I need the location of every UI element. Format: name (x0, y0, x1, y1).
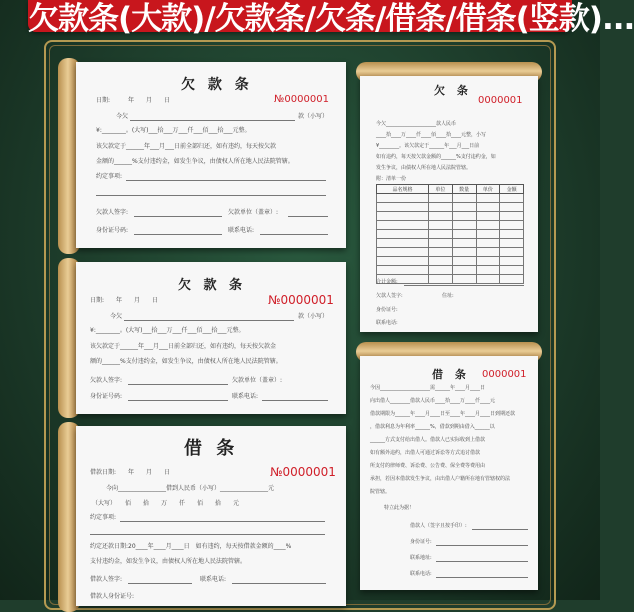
card5-line: 向出借人________借款人民币____拾____万____仟____元 (370, 398, 496, 404)
card4-note: 附：清单一份 (376, 176, 407, 182)
card5-sign-label: 借款人（签字且按手印）: (410, 523, 467, 529)
card1-line2: ¥:________。(大写)___拾___万___仟___佰___拾___元整。 (96, 127, 251, 134)
banner-title: 欠款条(大款)/欠款条/欠条/借条/借条(竖款)... (28, 1, 634, 37)
card5-underline (436, 577, 528, 578)
card5-line: 院管辖。 (370, 489, 391, 495)
card1-underline (260, 234, 328, 235)
card2-title: 欠 款 条 (178, 278, 247, 293)
table-header: 单位 (429, 185, 453, 194)
card4-addr-label: 住址: (442, 293, 454, 299)
card4-line4: 如有违约，每天按欠款金额的______%支付违约金，如 (376, 154, 496, 160)
table-header-row (377, 185, 524, 194)
card4-line1: 今欠____________________款人民币 (376, 121, 457, 127)
table-header: 金额 (500, 185, 524, 194)
card1-unit-label: 欠款单位（盖章）: (228, 209, 279, 216)
card4-title: 欠 条 (434, 84, 472, 97)
card2-sheet (76, 262, 346, 414)
card3-line5: 支付违约金，如发生争议，由债权人所在地人民法院管辖。 (90, 558, 247, 565)
card2-line2: ¥:________。(大写)___拾___万___仟___佰___拾___元整。 (90, 327, 245, 334)
card2-phone-label: 联系电话: (232, 393, 259, 400)
card2-unit-label: 欠款单位（盖章）: (232, 377, 283, 384)
card4-sign-label: 欠款人签字: (376, 293, 403, 299)
card5-line: ，借款利息为年利率______%，借款到期由借入______以 (370, 424, 495, 430)
card5-id-label: 身份证号: (410, 539, 432, 545)
card5-sheet (360, 356, 538, 590)
card2-line1: 今欠 (110, 313, 123, 320)
card3-underline (128, 583, 192, 584)
table-row (377, 275, 524, 284)
card2-underline (124, 320, 294, 321)
card3-line2: （大写） 佰 拾 万 仟 佰 拾 元 (92, 500, 240, 507)
card2-underline (262, 400, 328, 401)
card1-number: №0000001 (274, 94, 329, 105)
card5-line: 承担，若因本借款发生争议，由出借人户籍所在地有管辖权的法 (370, 476, 511, 482)
card1-id-label: 身份证号码: (96, 227, 129, 234)
card1-underline (130, 120, 295, 121)
card4-sheet (360, 76, 538, 332)
table-row (377, 257, 524, 266)
card3-underline (90, 534, 325, 535)
card1-line3: 该欠款定于______年___月___日前全部归还，如有违约，每天按欠款 (96, 143, 277, 150)
card3-line3: 约定事项: (90, 514, 117, 521)
title-banner (28, 0, 634, 37)
card1-title: 欠 款 条 (181, 77, 253, 93)
card1-line4: 金额的______%支付违约金，如发生争议，由债权人所在地人民法院管辖。 (96, 158, 294, 165)
card2-line3: 该欠款定于______年___月___日前全部归还，如有违约，每天按欠款金 (90, 343, 277, 350)
card5-line: 如有额外违约，出借人可通过诉讼等方式追讨借款 (370, 450, 481, 456)
card1-underline (134, 216, 222, 217)
table-row (377, 230, 524, 239)
card4-items-table (376, 184, 524, 284)
card3-underline (120, 521, 325, 522)
card1-phone-label: 联系电话: (228, 227, 255, 234)
card3-title: 借 条 (184, 438, 239, 459)
card5-line: 所支付的律师费、诉讼费、公告费、保全费等费用由 (370, 463, 486, 469)
table-row (377, 266, 524, 275)
table-row (377, 221, 524, 230)
card1-underline (96, 195, 326, 196)
card1-underline (288, 216, 328, 217)
card5-closing: 特立此为据！ (384, 505, 415, 511)
card2-line4: 额的______%支付违约金，如发生争议，由债权人所在地人民法院管辖。 (90, 358, 282, 365)
card3-id-label: 借款人身份证号: (90, 593, 135, 600)
card5-number: 0000001 (482, 369, 527, 380)
card1-underline (134, 234, 222, 235)
card4-line3: ¥________。该欠款定于______年___月___日前 (376, 143, 480, 149)
card1-sheet (76, 62, 346, 248)
card4-id-label: 身份证号: (376, 307, 398, 313)
card5-line: 借款期限为______年____月____日至____年____月____日到期还款 (370, 411, 516, 417)
card2-date: 日期: 年 月 日 (90, 297, 159, 304)
card5-underline (436, 545, 528, 546)
card3-sheet (76, 426, 346, 606)
table-header: 单价 (476, 185, 500, 194)
card3-date: 借款日期: 年 月 日 (90, 469, 171, 476)
card5-phone-label: 联系电话: (410, 571, 432, 577)
card3-line4: 约定还款日期:20____年____月____日 如有违约，每天按借款金额的____% (90, 543, 292, 550)
card4-phone-label: 联系电话: (376, 320, 398, 326)
card3-phone-label: 联系电话: (200, 576, 227, 583)
card5-underline (472, 529, 528, 530)
card4-line5: 发生争议，由债权人所在地人民法院管辖。 (376, 165, 472, 171)
card1-date: 日期: 年 月 日 (96, 97, 171, 104)
card1-underline (126, 180, 326, 181)
card1-signer-label: 欠款人签字: (96, 209, 129, 216)
table-row (377, 248, 524, 257)
card4-total-label: 合计金额: (376, 279, 398, 285)
card3-signer-label: 借款人签字: (90, 576, 123, 583)
card2-unit: 款（小写） (298, 313, 329, 320)
table-row (377, 212, 524, 221)
table-header: 数量 (452, 185, 476, 194)
card2-number: №0000001 (268, 293, 334, 307)
table-row (377, 203, 524, 212)
card4-underline (404, 285, 524, 286)
card1-line1: 今欠 (116, 113, 129, 120)
card5-line: 今因____________________需______年____月____日 (370, 385, 486, 391)
card3-underline (232, 583, 326, 584)
card5-line: ______方式支付给出借人。借款人已实际收到上借款 (370, 437, 486, 443)
card4-number: 0000001 (478, 95, 523, 106)
card5-addr-label: 联系地址: (410, 555, 432, 561)
card2-signer-label: 欠款人签字: (90, 377, 123, 384)
card4-line2: ____拾____万____仟____佰____拾____元整，小写 (376, 132, 487, 138)
card5-underline (436, 561, 528, 562)
card3-line1: 今向________________借到人民币（小写）________________元 (106, 485, 275, 492)
card3-number: №0000001 (270, 465, 336, 479)
card1-item-unit: 款（小写） (298, 113, 329, 120)
table-row (377, 239, 524, 248)
table-row (377, 194, 524, 203)
card2-underline (128, 384, 228, 385)
card2-underline (128, 400, 228, 401)
card2-id-label: 身份证号码: (90, 393, 123, 400)
card5-title: 借 条 (432, 368, 470, 381)
card1-line5: 约定事项: (96, 173, 123, 180)
table-header: 品名规格 (377, 185, 429, 194)
